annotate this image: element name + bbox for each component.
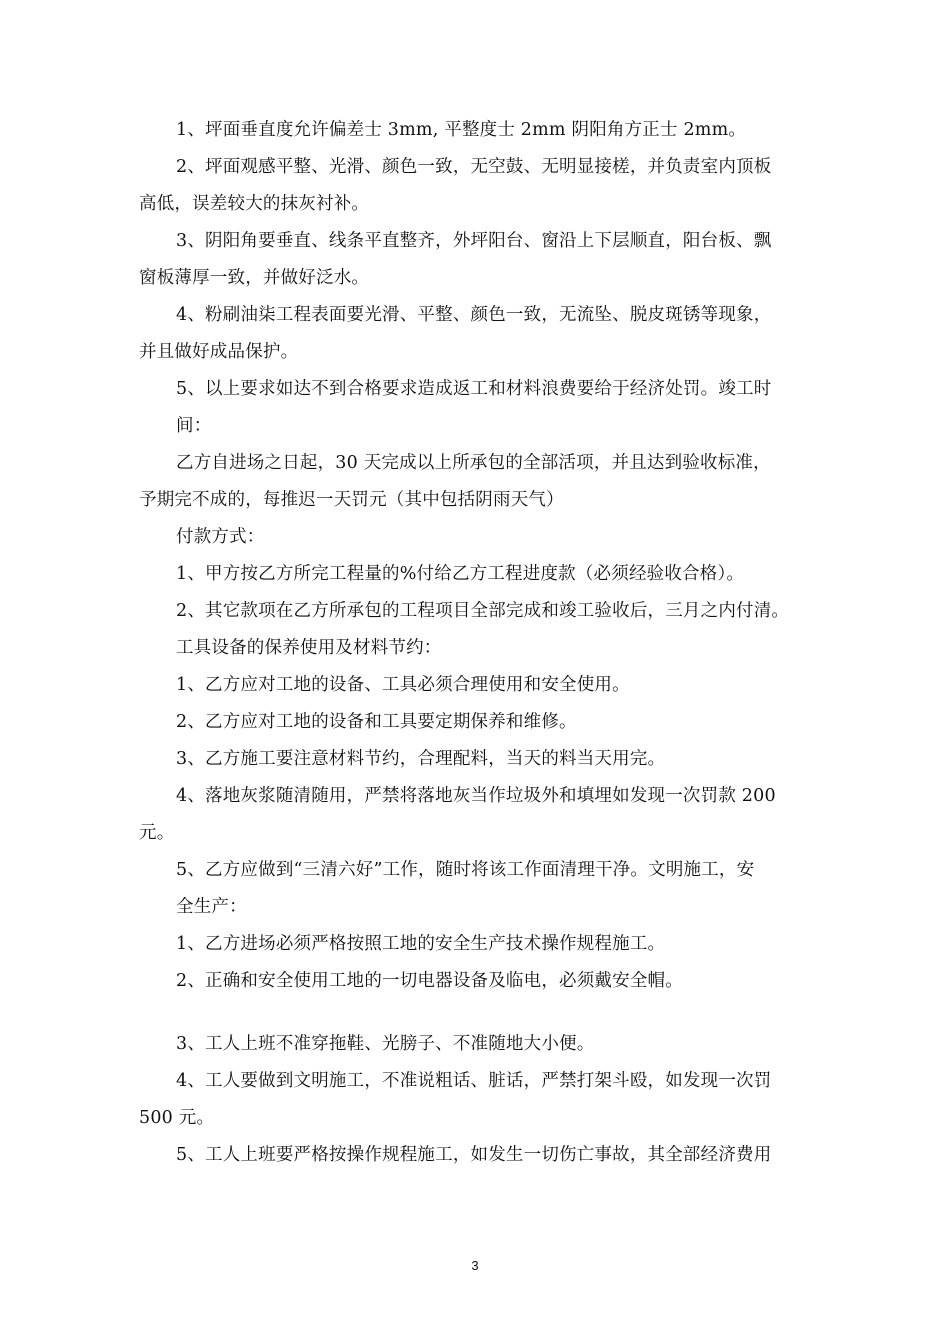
paragraph-line: 5、以上要求如达不到合格要求造成返工和材料浪费要给于经济处罚。竣工时: [176, 379, 772, 399]
paragraph-line: 窗板薄厚一致，并做好泛水。: [139, 268, 370, 288]
paragraph-line: 2、正确和安全使用工地的一切电器设备及临电，必须戴安全帽。: [176, 971, 683, 991]
paragraph-line: 1、甲方按乙方所完工程量的%付给乙方工程进度款（必须经验收合格）。: [176, 564, 745, 584]
paragraph-line: 乙方自进场之日起，30 天完成以上所承包的全部活项，并且达到验收标准，: [176, 453, 771, 473]
paragraph-line: 间：: [176, 416, 212, 436]
paragraph-line: 4、工人要做到文明施工，不准说粗话、脏话，严禁打架斗殴，如发现一次罚: [176, 1071, 772, 1091]
paragraph-line: 5、乙方应做到“三清六好”工作，随时将该工作面清理干净。文明施工，安: [176, 860, 755, 880]
paragraph-line: 2、坪面观感平整、光滑、颜色一致，无空鼓、无明显接槎，并负责室内顶板: [176, 157, 772, 177]
paragraph-line: 500 元。: [139, 1108, 215, 1128]
paragraph-line: 全生产：: [176, 897, 247, 917]
paragraph-line: 2、乙方应对工地的设备和工具要定期保养和维修。: [176, 712, 577, 732]
paragraph-line: 4、落地灰浆随清随用，严禁将落地灰当作垃圾外和填埋如发现一次罚款 200: [176, 786, 776, 806]
paragraph-line: 予期完不成的，每推迟一天罚元（其中包括阴雨天气）: [139, 490, 564, 510]
paragraph-line: 1、坪面垂直度允许偏差士 3mm, 平整度士 2mm 阴阳角方正士 2mm。: [176, 120, 747, 140]
paragraph-line: 3、工人上班不准穿拖鞋、光膀子、不准随地大小便。: [176, 1034, 595, 1054]
paragraph-line: 并且做好成品保护。: [139, 342, 299, 362]
paragraph-line: 3、乙方施工要注意材料节约，合理配料，当天的料当天用完。: [176, 749, 666, 769]
paragraph-line: 元。: [139, 823, 175, 843]
page-number: 3: [471, 1258, 479, 1273]
paragraph-line: 4、粉刷油柒工程表面要光滑、平整、颜色一致，无流坠、脱皮斑锈等现象，: [176, 305, 772, 325]
paragraph-line: 高低，误差较大的抹灰衬补。: [139, 194, 370, 214]
section-heading: 工具设备的保养使用及材料节约：: [176, 638, 442, 658]
paragraph-line: 1、乙方进场必须严格按照工地的安全生产技术操作规程施工。: [176, 934, 666, 954]
paragraph-line: 5、工人上班要严格按操作规程施工，如发生一切伤亡事故，其全部经济费用: [176, 1145, 772, 1165]
section-heading: 付款方式：: [176, 527, 265, 547]
paragraph-line: 3、阴阳角要垂直、线条平直整齐，外坪阳台、窗沿上下层顺直，阳台板、飘: [176, 231, 772, 251]
paragraph-line: 1、乙方应对工地的设备、工具必须合理使用和安全使用。: [176, 675, 630, 695]
paragraph-line: 2、其它款项在乙方所承包的工程项目全部完成和竣工验收后，三月之内付清。: [176, 601, 790, 621]
